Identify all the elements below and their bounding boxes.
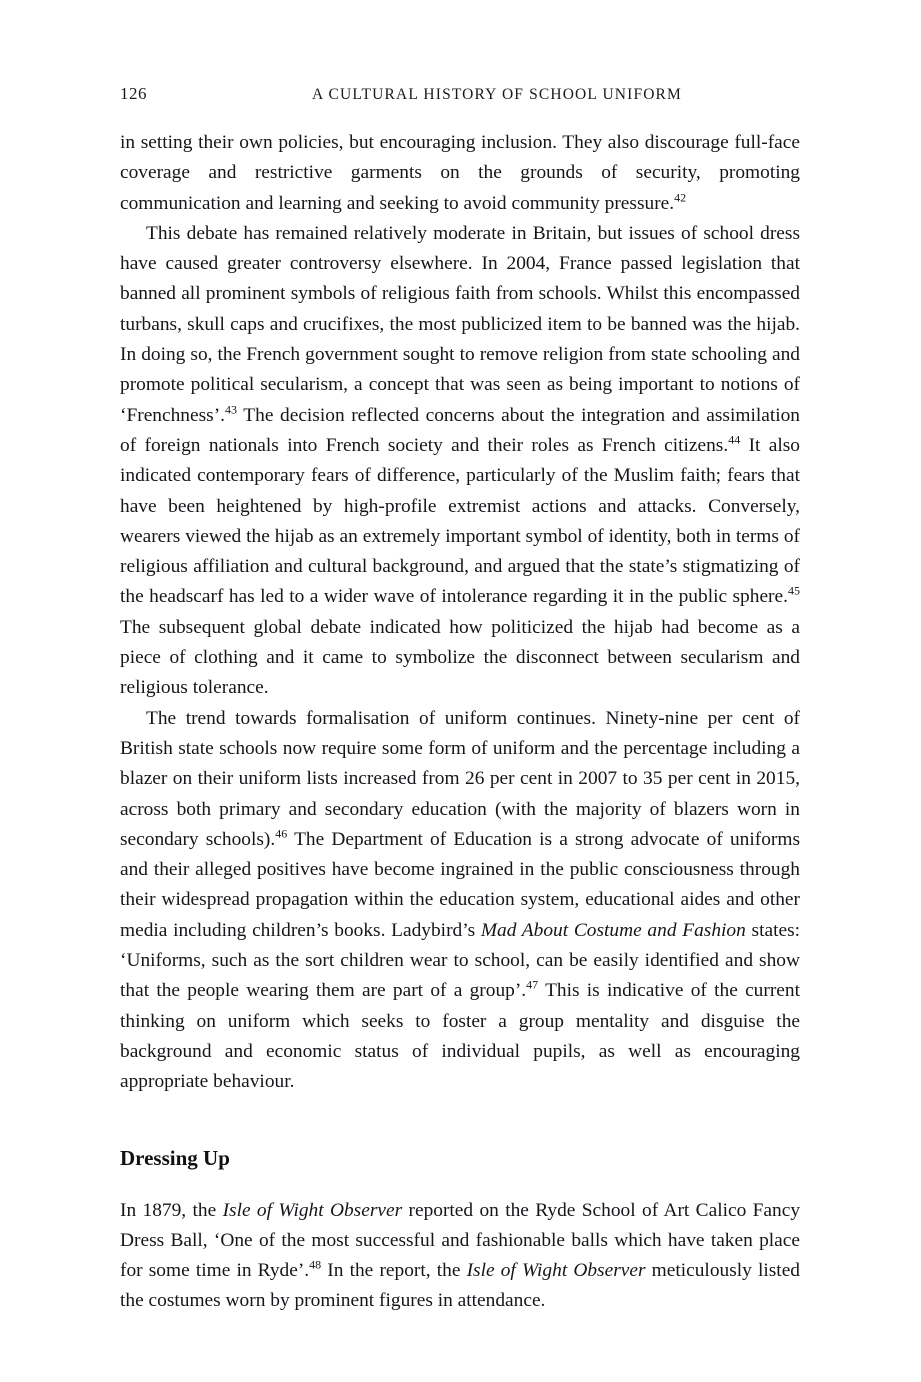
paragraph-4-text-b: reported on the Ryde School of Art Calico Fancy Dress Ball, ‘One of the most successful and fashionable balls which have taken place for some time in Ryde’. <box>120 1199 801 1282</box>
paragraph-2-text-b: The decision reflected concerns about the integration and assimilation of foreign nationals into French society and their roles as French citizens. <box>120 404 800 456</box>
paragraph-4-text-a: In 1879, the <box>120 1199 223 1221</box>
book-title-ladybird: Mad About Costume and Fashion <box>480 919 746 941</box>
footnote-ref-45: 45 <box>787 583 800 598</box>
paragraph-3 <box>120 704 800 1098</box>
paragraph-4 <box>120 1196 800 1317</box>
paragraph-3-text-d: This is indicative of the current thinking on uniform which seeks to foster a group mentality and disguise the background and economic status of individual pupils, as well as encouraging appropriate behaviour. <box>120 980 800 1093</box>
footnote-ref-46: 46 <box>275 826 288 841</box>
paragraph-3-text-b: The Department of Education is a strong advocate of uniforms and their alleged positives have become ingrained in the public consciousness through their widespread propagation within the education system, educational aides and other media including children’s books. Ladybird’s <box>120 828 800 941</box>
section-spacer-bottom <box>120 1172 800 1196</box>
footnote-ref-48: 48 <box>309 1257 322 1272</box>
newspaper-title-2: Isle of Wight Observer <box>466 1260 646 1282</box>
newspaper-title-1: Isle of Wight Observer <box>222 1199 403 1221</box>
footnote-ref-47: 47 <box>526 977 539 992</box>
running-head-title: A CULTURAL HISTORY OF SCHOOL UNIFORM <box>312 86 682 103</box>
paragraph-2-text-c: It also indicated contemporary fears of difference, particularly of the Muslim faith; fears that have been heightened by high-profile extremist actions and attacks. Conversely, wearers viewed the hijab as an extremely important symbol of identity, both in terms of religious affiliation and cultural background, and argued that the state’s stigmatizing of the headscarf has led to a wider wave of intolerance regarding it in the public sphere. <box>120 434 800 608</box>
paragraph-3-text-a: The trend towards formalisation of uniform continues. Ninety-nine per cent of British state schools now require some form of uniform and the percentage including a blazer on their uniform lists increased from 26 per cent in 2007 to 35 per cent in 2015, across both primary and secondary education (with the majority of blazers worn in secondary schools). <box>120 707 800 850</box>
footnote-ref-42: 42 <box>674 190 687 205</box>
text-block <box>120 128 800 1317</box>
footnote-ref-43: 43 <box>225 402 238 417</box>
paragraph-3-text-c: states: ‘Uniforms, such as the sort children wear to school, can be easily identified and show that the people wearing them are part of a group’. <box>120 919 801 1002</box>
footnote-ref-44: 44 <box>728 432 741 447</box>
page-number: 126 <box>120 84 147 103</box>
paragraph-2-text-d: The subsequent global debate indicated how politicized the hijab had become as a piece of clothing and it came to symbolize the disconnect between secularism and religious tolerance. <box>120 616 800 699</box>
paragraph-4-text-c: In the report, the <box>321 1260 467 1282</box>
paragraph-2-text-a: This debate has remained relatively moderate in Britain, but issues of school dress have caused greater controversy elsewhere. In 2004, France passed legislation that banned all prominent symbols of religious faith from schools. Whilst this encompassed turbans, skull caps and crucifixes, the most publicized item to be banned was the hijab. In doing so, the French government sought to remove religion from state schooling and promote political secularism, a concept that was seen as being important to notions of ‘Frenchness’. <box>120 222 800 426</box>
section-heading: Dressing Up <box>120 1145 230 1170</box>
paragraph-1 <box>120 128 800 219</box>
paragraph-4-text-d: meticulously listed the costumes worn by prominent figures in attendance. <box>120 1260 800 1312</box>
section-spacer-top <box>120 1098 800 1144</box>
paragraph-2 <box>120 219 800 704</box>
running-head <box>120 84 800 106</box>
paragraph-1-text: in setting their own policies, but encouraging inclusion. They also discourage full-face coverage and restrictive garments on the grounds of security, promoting communication and learning and seeking to avoid community pressure. <box>120 132 800 214</box>
